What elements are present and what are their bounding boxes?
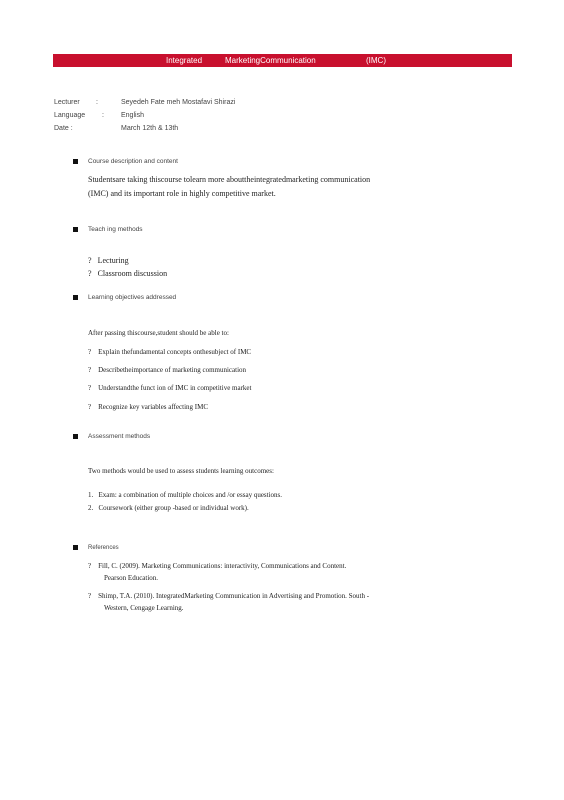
assessment-item-text: Exam: a combination of multiple choices and /or essay questions. — [98, 491, 283, 499]
objectives-heading-text: Learning objectives addressed — [88, 294, 177, 301]
item-number: 1. — [88, 491, 94, 499]
objective-item-text: Understandthe funct ion of IMC in competitive market — [98, 384, 252, 392]
course-heading-text: Course description and content — [88, 158, 178, 165]
objective-item — [88, 366, 246, 374]
language-label: Language — [54, 112, 86, 119]
teaching-item — [88, 256, 129, 265]
bullet-glyph: ? — [88, 403, 92, 411]
language-value: English — [121, 112, 144, 119]
teaching-item-text: Classroom discussion — [97, 269, 168, 278]
objective-item-text: Describetheimportance of marketing communication — [98, 366, 247, 374]
objective-item — [88, 348, 251, 356]
assessment-heading — [73, 433, 150, 440]
reference-item — [88, 592, 369, 600]
assessment-item — [88, 491, 282, 499]
assessment-item — [88, 504, 249, 512]
title-banner — [53, 54, 512, 67]
title-part-3: (IMC) — [366, 56, 386, 65]
teaching-heading-text: Teach ing methods — [88, 226, 143, 233]
title-part-1: Integrated — [166, 56, 203, 65]
assessment-intro: Two methods would be used to assess students learning outcomes: — [88, 467, 274, 475]
assessment-item-text: Coursework (either group -based or individual work). — [98, 504, 249, 512]
date-value: March 12th & 13th — [121, 125, 179, 132]
teaching-heading — [73, 226, 143, 233]
date-label: Date : — [54, 125, 73, 132]
reference-line-2: Western, Cengage Learning. — [104, 604, 184, 612]
objective-item — [88, 403, 208, 411]
title-part-2: MarketingCommunication — [225, 56, 316, 65]
lecturer-label: Lecturer — [54, 99, 80, 106]
course-line-2: (IMC) and its important role in highly competitive market. — [88, 189, 276, 198]
bullet-glyph: ? — [88, 269, 92, 278]
language-colon: : — [102, 112, 104, 119]
square-bullet-icon — [73, 545, 78, 550]
references-heading — [73, 545, 119, 551]
bullet-glyph: ? — [88, 562, 92, 570]
objective-item-text: Explain thefundamental concepts onthesubject of IMC — [98, 348, 252, 356]
square-bullet-icon — [73, 159, 78, 164]
reference-line-1: Fill, C. (2009). Marketing Communications: interactivity, Communications and Content. — [98, 562, 347, 570]
teaching-item-text: Lecturing — [97, 256, 129, 265]
lecturer-colon: : — [96, 99, 98, 106]
teaching-item — [88, 269, 167, 278]
square-bullet-icon — [73, 434, 78, 439]
objectives-intro: After passing thiscourse,student should be able to: — [88, 329, 229, 337]
reference-line-2: Pearson Education. — [104, 574, 159, 582]
objective-item-text: Recognize key variables affecting IMC — [98, 403, 208, 411]
square-bullet-icon — [73, 295, 78, 300]
item-number: 2. — [88, 504, 94, 512]
objectives-heading — [73, 294, 176, 301]
course-line-1: Studentsare taking thiscourse tolearn more abouttheintegratedmarketing communication — [88, 175, 371, 184]
objective-item — [88, 384, 252, 392]
bullet-glyph: ? — [88, 348, 92, 356]
square-bullet-icon — [73, 227, 78, 232]
reference-item — [88, 562, 346, 570]
course-heading — [73, 158, 178, 165]
bullet-glyph: ? — [88, 366, 92, 374]
bullet-glyph: ? — [88, 256, 92, 265]
assessment-heading-text: Assessment methods — [88, 433, 151, 440]
bullet-glyph: ? — [88, 384, 92, 392]
reference-line-1: Shimp, T.A. (2010). IntegratedMarketing Communication in Advertising and Promotion. South - — [98, 592, 370, 600]
references-heading-text: References — [88, 545, 119, 552]
lecturer-value: Seyedeh Fate meh Mostafavi Shirazi — [121, 99, 236, 106]
bullet-glyph: ? — [88, 592, 92, 600]
